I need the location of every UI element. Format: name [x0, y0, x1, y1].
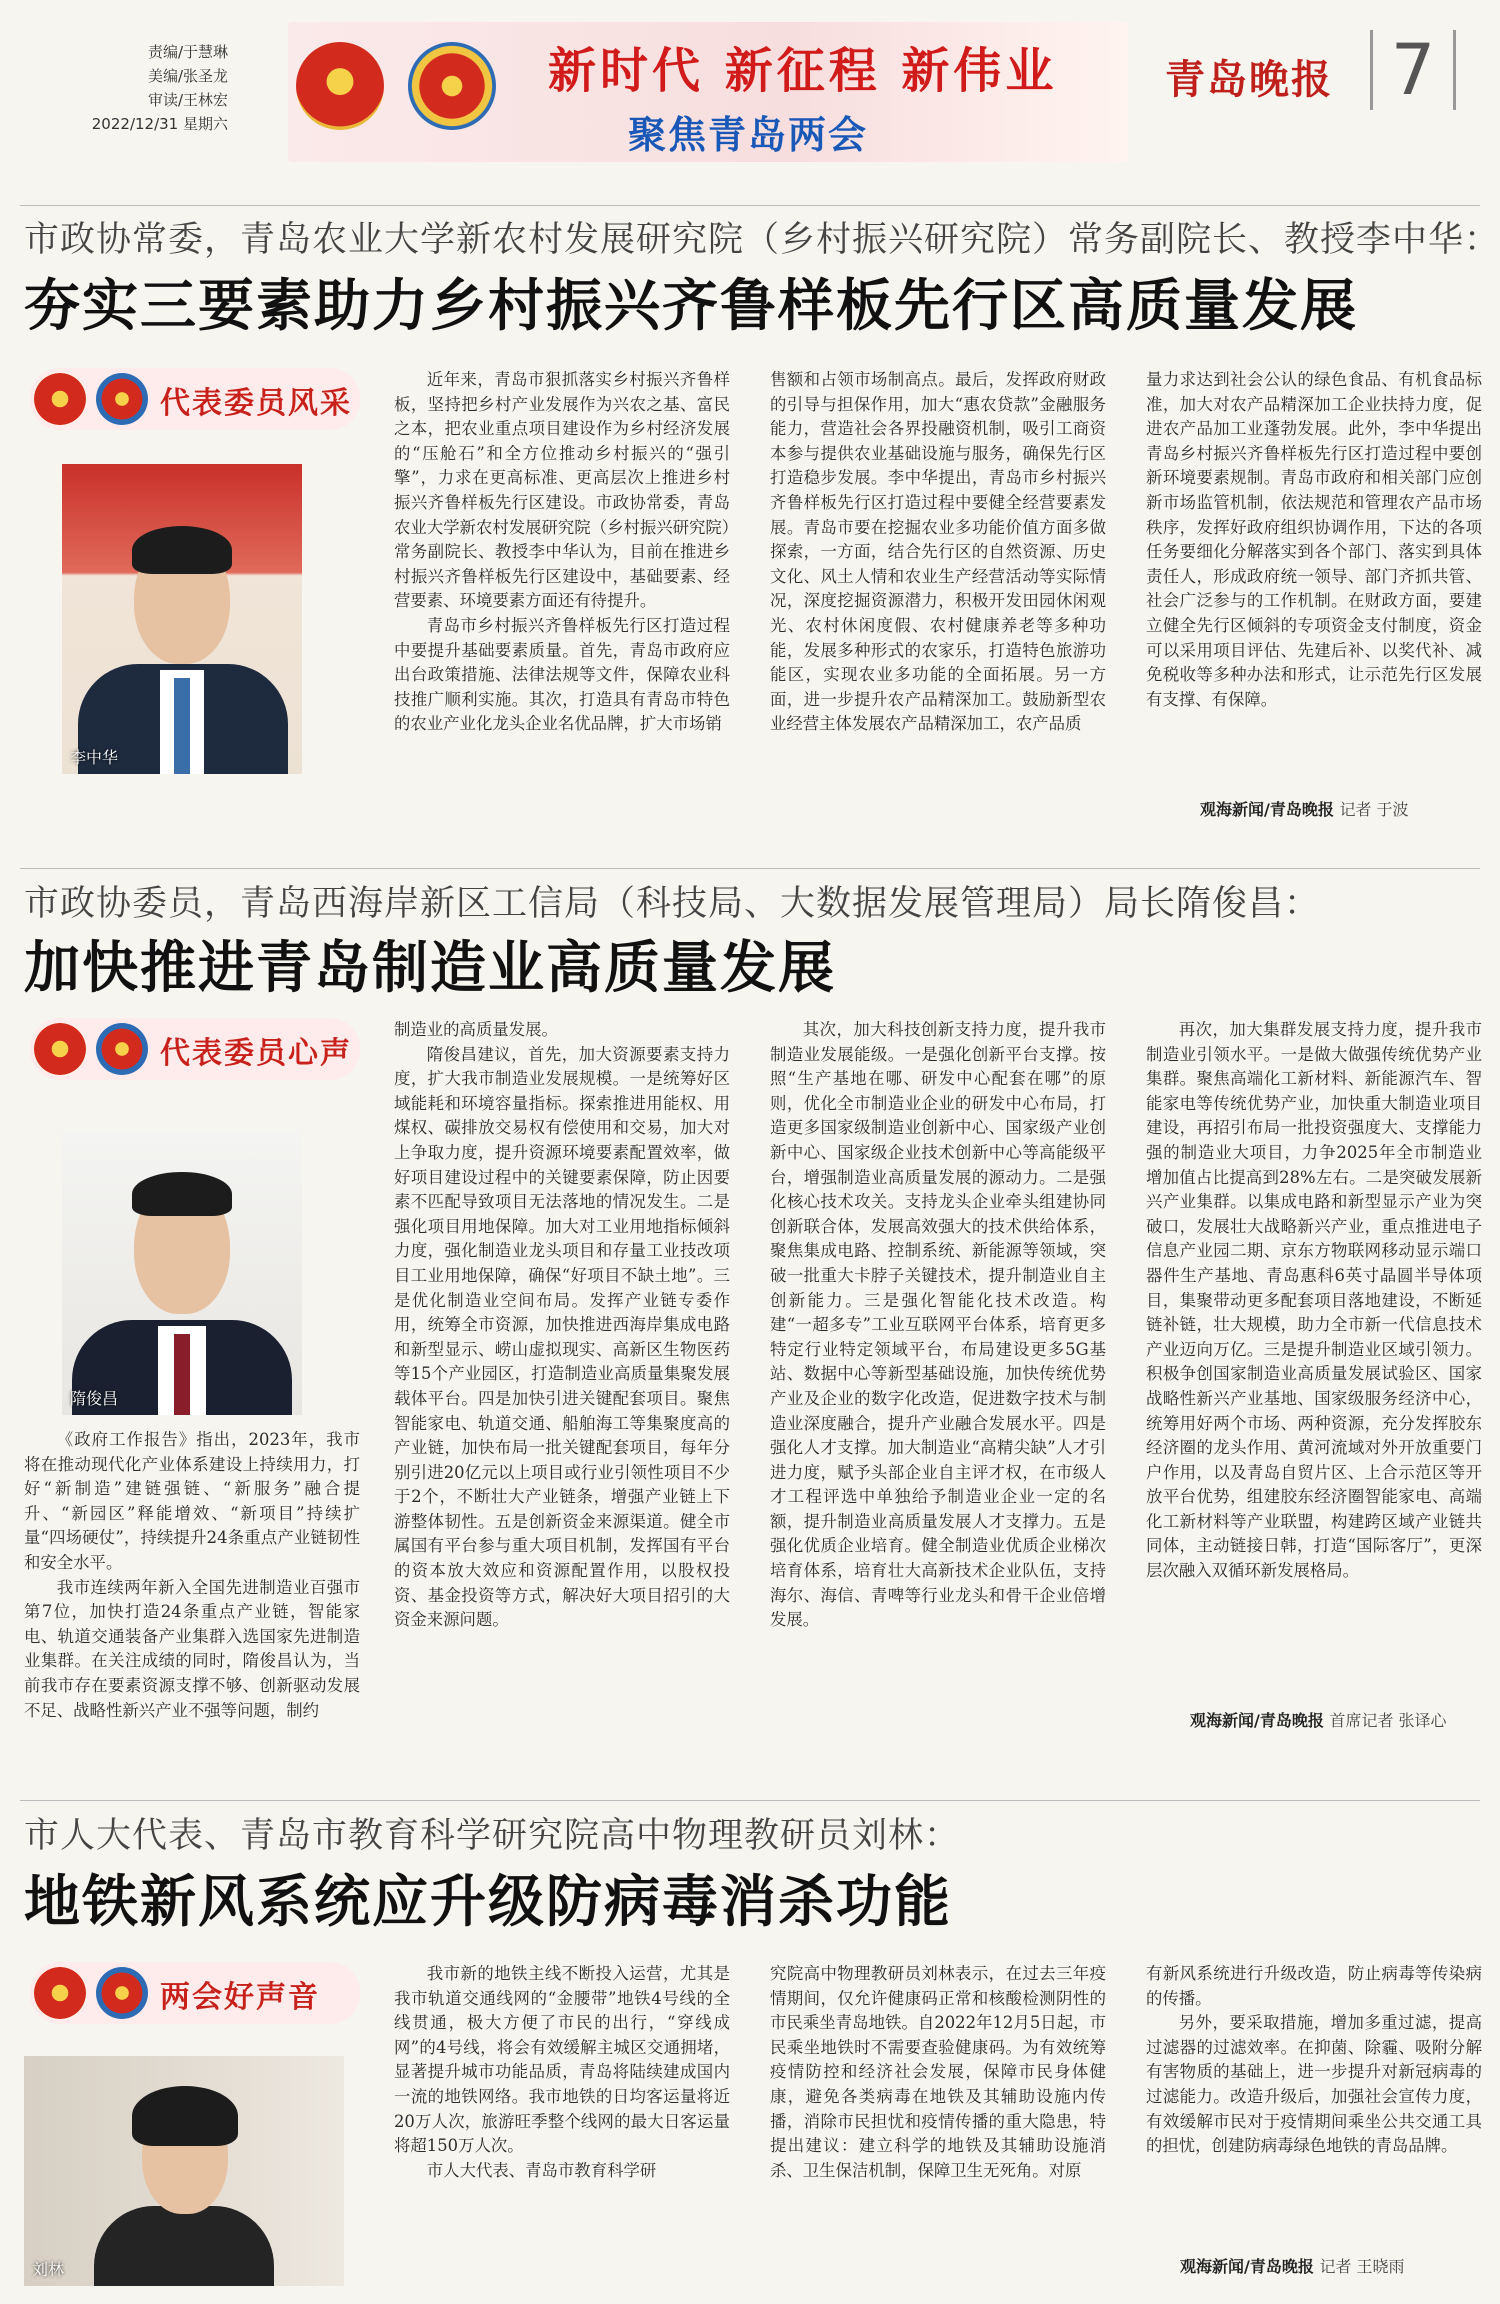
article-2-column-3: [1146, 1018, 1482, 1584]
byline: [1190, 1708, 1490, 1731]
article-3-column-1: [394, 1962, 730, 2183]
national-emblem-icon: [34, 1967, 86, 2019]
cppcc-emblem-icon: [96, 1967, 148, 2019]
article-2-kicker: 市政协委员，青岛西海岸新区工信局（科技局、大数据发展管理局）局长隋俊昌：: [24, 884, 1321, 924]
designer-credit: 美编/张圣龙: [147, 67, 228, 85]
byline-source: 观海新闻/青岛晚报: [1190, 1711, 1324, 1730]
newspaper-name: 青岛晚报: [1165, 56, 1333, 103]
portrait-photo: [62, 1130, 302, 1415]
paragraph: 我市连续两年新入全国先进制造业百强市第7位，加快打造24条重点产业链，智能家电、轨道交通装备产业集群入选国家先进制造业集群。在关注成绩的同时，隋俊昌认为，当前我市存在要素资源支撑不够、创新驱动发展不足、战略性新兴产业不强等问题，制约: [24, 1577, 360, 1720]
article-3-column-2: [770, 1962, 1106, 2183]
paragraph: 其次，加大科技创新支持力度，提升我市制造业发展能级。一是强化创新平台支撑。按照“生产基地在哪、研发中心配套在哪”的原则，优化全市制造业企业的研发中心布局，打造更多国家级制造业创新中心、国家级产业创新中心、国家级企业技术创新中心等高能级平台，增强制造业高质量发展的源动力。二是强化核心技术攻关。支持龙头企业牵头组建协同创新联合体，发展高效强大的技术供给体系，聚焦集成电路、控制系统、新能源等领域，突破一批重大卡脖子关键技术，提升制造业自主创新能力。三是强化智能化技术改造。构建“一超多专”工业互联网平台体系，培育更多特定行业特定领域平台，布局建设更多5G基站、数据中心等新型基础设施，加快传统优势产业及企业的数字化改造，促进数字技术与制造业深度融合，提升产业融合发展水平。四是强化人才支撑。加大制造业“高精尖缺”人才引进力度，赋予头部企业自主评才权，在市级人才工程评选中单独给予制造业企业一定的名额，提升制造业高质量发展人才支撑力。五是强化优质企业培育。健全制造业优质企业梯次培育体系，培育壮大高新技术企业队伍，支持海尔、海信、青啤等行业龙头和骨干企业倍增发展。: [770, 1020, 1106, 1630]
paragraph: 另外，要采取措施，增加多重过滤，提高过滤器的过滤效率。在抑菌、除霾、吸附分解有害物质的基础上，进一步提升对新冠病毒的过滤能力。改造升级后，加强社会宣传力度，有效缓解市民对于疫情期间乘坐公共交通工具的担忧，创建防病毒绿色地铁的青岛品牌。: [1146, 2013, 1482, 2156]
section-badge: [30, 1962, 360, 2024]
byline-reporter: 首席记者 张译心: [1329, 1711, 1447, 1730]
divider: [20, 1800, 1480, 1801]
byline: [1200, 797, 1490, 820]
paragraph: 隋俊昌建议，首先，加大资源要素支持力度，扩大我市制造业发展规模。一是统筹好区域能耗和环境容量指标。探索推进用能权、用煤权、碳排放交易权有偿使用和交易，加大对上争取力度，提升资源环境要素配置效率，做好项目建设过程中的关键要素保障，防止因要素不匹配导致项目无法落地的情况发生。二是强化项目用地保障。加大对工业用地指标倾斜力度，强化制造业龙头项目和存量工业技改项目工业用地保障，确保“好项目不缺土地”。三是优化制造业空间布局。发挥产业链专委作用，统筹全市资源，加快推进西海岸集成电路和新型显示、崂山虚拟现实、高新区生物医药等15个产业园区，打造制造业高质量集聚发展载体平台。四是加快引进关键配套项目。聚焦智能家电、轨道交通、船舶海工等集聚度高的产业链，加快布局一批关键配套项目，每年分别引进20亿元以上项目或行业引领性项目不少于2个，不断壮大产业链条，增强产业链上下游整体韧性。五是创新资金来源渠道。健全市属国有平台参与重大项目机制，发挥国有平台的资本放大效应和资源配置作用，以股权投资、基金投资等方式，解决好大项目招引的大资金来源问题。: [394, 1044, 730, 1630]
page-number: 7: [1370, 30, 1456, 110]
cppcc-emblem-icon: [96, 373, 148, 425]
divider: [20, 205, 1480, 206]
paragraph: 再次，加大集群发展支持力度，提升我市制造业引领水平。一是做大做强传统优势产业集群。聚焦高端化工新材料、新能源汽车、智能家电等传统优势产业，加快重大制造业项目建设，再招引布局一批投资强度大、支撑能力强的制造业大项目，力争2025年全市制造业增加值占比提高到28%左右。二是突破发展新兴产业集群。以集成电路和新型显示产业为突破口，发展壮大战略新兴产业，重点推进电子信息产业园二期、京东方物联网移动显示端口器件生产基地、青岛惠科6英寸晶圆半导体项目，集聚带动更多配套项目落地建设，不断延链补链，壮大规模，助力全市新一代信息技术产业迈向万亿。三是提升制造业区域引领力。积极争创国家制造业高质量发展试验区、国家战略性新兴产业基地、国家级服务经济中心，统筹用好两个市场、两种资源，充分发挥胶东经济圈的龙头作用、黄河流域对外开放重要门户作用，以及青岛自贸片区、上合示范区等开放平台优势，组建胶东经济圈智能家电、高端化工新材料等产业联盟，构建跨区域产业链共同体，主动链接日韩，打造“国际客厅”，更深层次融入双循环新发展格局。: [1146, 1020, 1482, 1581]
paragraph: 我市新的地铁主线不断投入运营，尤其是我市轨道交通线网的“金腰带”地铁4号线的全线贯通，极大方便了市民的出行，“穿线成网”的4号线，将会有效缓解主城区交通拥堵，显著提升城市功能品质，青岛将陆续建成国内一流的地铁网络。我市地铁的日均客运量将近20万人次，旅游旺季整个线网的最大日客运量将超150万人次。: [394, 1964, 730, 2156]
article-1-column-2: [770, 368, 1106, 737]
article-2-column-2: [770, 1018, 1106, 1633]
article-3-column-3: [1146, 1962, 1482, 2159]
section-badge: [30, 1018, 360, 1080]
cppcc-emblem-icon: [96, 1023, 148, 1075]
byline: [1180, 2254, 1490, 2277]
portrait-photo: [24, 2056, 344, 2286]
byline-reporter: 记者 于波: [1339, 800, 1409, 819]
paragraph: 《政府工作报告》指出，2023年，我市将在推动现代化产业体系建设上持续用力，打好“新制造”建链强链、“新服务”融合提升、“新园区”释能增效、“新项目”持续扩量“四场硬仗”，持续提升24条重点产业链韧性和安全水平。: [24, 1430, 360, 1572]
paragraph: 市人大代表、青岛市教育科学研: [426, 2160, 657, 2180]
theme-banner: [288, 22, 1128, 162]
byline-source: 观海新闻/青岛晚报: [1180, 2257, 1314, 2276]
national-emblem-icon: [34, 1023, 86, 1075]
national-emblem-icon: [296, 42, 384, 130]
banner-subtitle: 聚焦青岛两会: [628, 113, 869, 157]
article-3-headline: 地铁新风系统应升级防病毒消杀功能: [24, 1870, 952, 1935]
paragraph: 近年来，青岛市狠抓落实乡村振兴齐鲁样板，坚持把乡村产业发展作为兴农之基、富民之本，把农业重点项目建设作为乡村经济发展的“压舱石”和全方位推动乡村振兴的“强引擎”，力求在更高标准、更高层次上推进乡村振兴齐鲁样板先行区建设。市政协常委，青岛农业大学新农村发展研究院（乡村振兴研究院）常务副院长、教授李中华认为，目前在推进乡村振兴齐鲁样板先行区建设中，基础要素、经营要素、环境要素方面还有待提升。: [394, 370, 731, 611]
issue-date: 2022/12/31 星期六: [91, 115, 228, 133]
badge-label: 代表委员心声: [160, 1036, 352, 1071]
byline-source: 观海新闻/青岛晚报: [1200, 800, 1334, 819]
paragraph: 究院高中物理教研员刘林表示，在过去三年疫情期间，仅允许健康码正常和核酸检测阴性的市民乘坐青岛地铁。自2022年12月5日起，市民乘坐地铁时不需要查验健康码。为有效统筹疫情防控和经济社会发展，保障市民身体健康，避免各类病毒在地铁及其辅助设施内传播，消除市民担忧和疫情传播的重大隐患，特提出建议：建立科学的地铁及其辅助设施消杀、卫生保洁机制，保障卫生无死角。对原: [770, 1964, 1106, 2180]
article-2-headline: 加快推进青岛制造业高质量发展: [24, 936, 836, 1001]
paragraph: 售额和占领市场制高点。最后，发挥政府财政的引导与担保作用，加大“惠农贷款”金融服务能力，营造社会各界投融资机制，吸引工商资本参与提供农业基础设施与服务，确保先行区打造稳步发展。李中华提出，青岛市乡村振兴齐鲁样板先行区打造过程中要健全经营要素发展。青岛市要在挖掘农业多功能价值方面多做探索，一方面，结合先行区的自然资源、历史文化、风土人情和农业生产经营活动等实际情况，深度挖掘资源潜力，积极开发田园休闲观光、农村休闲度假、农村健康养老等多种功能，发展多种形式的农家乐，打造特色旅游功能区，实现农业多功能的全面拓展。另一方面，进一步提升农产品精深加工。鼓励新型农业经营主体发展农产品精深加工，农产品质: [770, 370, 1106, 734]
photo-caption: 李中华: [70, 748, 119, 767]
article-2-column-1: [394, 1018, 730, 1633]
editor-credit: 责编/于慧琳: [147, 43, 228, 61]
byline-reporter: 记者 王晓雨: [1319, 2257, 1405, 2276]
banner-slogan: 新时代 新征程 新伟业: [548, 43, 1058, 99]
portrait-photo: [62, 464, 302, 774]
article-2-intro: [24, 1428, 360, 1723]
article-1-column-3: [1146, 368, 1482, 712]
reviewer-credit: 审读/王林宏: [147, 91, 228, 109]
credits-block: [78, 40, 228, 136]
paragraph: 制造业的高质量发展。: [394, 1020, 558, 1039]
photo-caption: 刘林: [32, 2260, 65, 2279]
paragraph: 青岛市乡村振兴齐鲁样板先行区打造过程中要提升基础要素质量。首先，青岛市政府应出台政策措施、法律法规等文件，保障农业科技推广顺利实施。其次，打造具有青岛市特色的农业产业化龙头企业名优品牌，扩大市场销: [394, 615, 730, 734]
article-3-kicker: 市人大代表、青岛市教育科学研究院高中物理教研员刘林：: [24, 1816, 961, 1856]
article-1-headline: 夯实三要素助力乡村振兴齐鲁样板先行区高质量发展: [24, 274, 1358, 339]
divider: [20, 868, 1480, 869]
paragraph: 量力求达到社会公认的绿色食品、有机食品标准，加大对农产品精深加工企业扶持力度，促进农产品加工业蓬勃发展。此外，李中华提出青岛乡村振兴齐鲁样板先行区打造过程中要创新环境要素规制。青岛市政府和相关部门应创新市场监管机制，依法规范和管理农产品市场秩序，发挥好政府组织协调作用，下达的各项任务要细化分解落实到各个部门、落实到具体责任人，形成政府统一领导、部门齐抓共管、社会广泛参与的工作机制。在财政方面，要建立健全先行区倾斜的专项资金支付制度，资金可以采用项目评估、先建后补、以奖代补、减免税收等多种办法和形式，让示范先行区发展有支撑、有保障。: [1146, 370, 1482, 709]
section-badge: [30, 368, 360, 430]
article-1-column-1: [394, 368, 730, 737]
badge-label: 代表委员风采: [160, 386, 352, 421]
article-1-kicker: 市政协常委，青岛农业大学新农村发展研究院（乡村振兴研究院）常务副院长、教授李中华：: [24, 220, 1500, 260]
photo-caption: 隋俊昌: [70, 1389, 119, 1408]
badge-label: 两会好声音: [160, 1980, 320, 2015]
paragraph: 有新风系统进行升级改造，防止病毒等传染病的传播。: [1146, 1964, 1482, 2008]
cppcc-emblem-icon: [408, 42, 496, 130]
national-emblem-icon: [34, 373, 86, 425]
